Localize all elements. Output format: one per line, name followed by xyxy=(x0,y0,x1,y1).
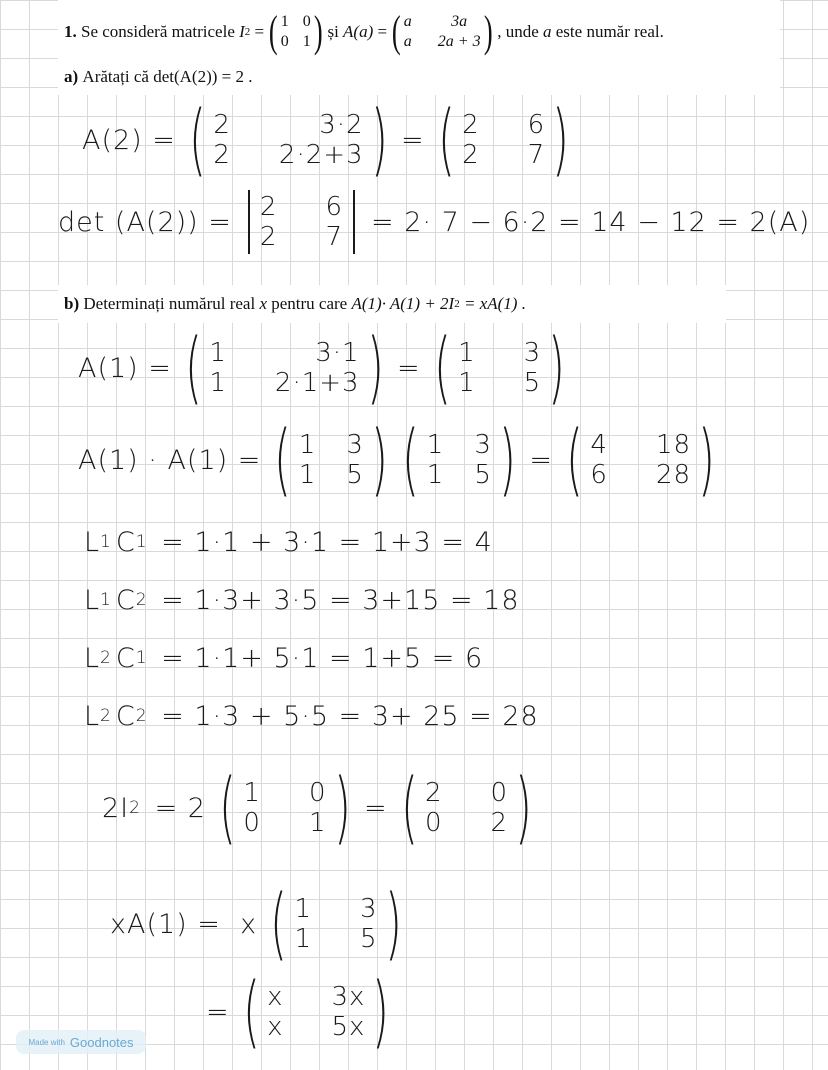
matrix-a1-right: ( 1 3 1 5 ) xyxy=(402,415,517,505)
identity-matrix: ( 1 0 0 1 ) xyxy=(269,7,323,56)
matrix-a1-left: ( 1 3 1 5 ) xyxy=(274,415,389,505)
handwritten-b-line2: A(1) · A(1) = ( 1 3 1 5 ) ( 1 3 1 5 ) = ( 4 18 6 28 ) xyxy=(78,420,728,500)
matrix-a1-squared: ( 4 18 6 28 ) xyxy=(566,415,716,505)
problem-statement-box xyxy=(58,0,780,95)
handwritten-a-line1: A(2) = ( 2 3·2 2 2·2+3 ) = ( 2 6 2 7 ) xyxy=(82,100,583,180)
goodnotes-watermark: Made with Goodnotes xyxy=(16,1030,146,1054)
matrix-a1-times-x: ( 1 3 1 5 ) xyxy=(270,879,402,969)
handwritten-xa1: xA(1) = x ( 1 3 1 5 ) xyxy=(110,884,415,964)
part-a-question: a) Arătați că det(A(2)) = 2 . xyxy=(64,67,253,86)
problem-number: 1. xyxy=(64,22,77,41)
product-l2c2: L 2 C 2 = 1·3 + 5·5 = 3+ 25 = 28 xyxy=(84,700,539,732)
handwritten-b-line1: A(1) = ( 1 3·1 1 2·1+3 ) = ( 1 3 1 5 ) xyxy=(78,328,579,408)
problem-intro-line: 1. Se consideră matricele I 2 = ( 1 0 0 1 ) și A(a) = ( a 3a a 2a + 3 ) , unde a este număr real. xyxy=(64,7,664,56)
matrix-a2-result: ( 2 6 2 7 ) xyxy=(437,95,570,185)
part-b-question: b) Determinați numărul real x pentru care A(1)· A(1) + 2I 2 = xA(1) . xyxy=(64,294,526,313)
product-l1c1: L 1 C 1 = 1·1 + 3·1 = 1+3 = 4 xyxy=(84,526,493,558)
matrix-2i2-result: ( 2 0 0 2 ) xyxy=(400,763,533,853)
a-matrix-label: A(a) xyxy=(343,22,374,41)
matrix-a1-expanded: ( 1 3·1 1 2·1+3 ) xyxy=(184,323,384,413)
handwritten-a-line2: det (A(2)) = 2 6 2 7 = 2· 7 − 6·2 = 14 − 12 = 2(A) xyxy=(58,192,811,252)
part-b-question-box xyxy=(58,285,726,323)
problem-intro: Se consideră matricele xyxy=(81,22,235,41)
and-word: și xyxy=(327,22,339,41)
handwritten-2i2: 2I 2 = 2 ( 1 0 0 1 ) = ( 2 0 0 2 ) xyxy=(102,768,546,848)
product-l1c2: L 1 C 2 = 1·3+ 3·5 = 3+15 = 18 xyxy=(84,584,520,616)
matrix-a1-result: ( 1 3 1 5 ) xyxy=(433,323,566,413)
product-l2c1: L 2 C 1 = 1·1+ 5·1 = 1+5 = 6 xyxy=(84,642,484,674)
handwritten-xa1-result: = ( x 3x x 5x ) xyxy=(206,972,403,1052)
a-matrix: ( a 3a a 2a + 3 ) xyxy=(392,7,493,56)
identity-matrix-handwritten: ( 1 0 0 1 ) xyxy=(219,763,351,853)
i2-label: I xyxy=(239,22,245,41)
matrix-a2-expanded: ( 2 3·2 2 2·2+3 ) xyxy=(188,95,388,185)
matrix-xa1-result: ( x 3x x 5x ) xyxy=(242,967,390,1057)
determinant-a2: 2 6 2 7 xyxy=(238,190,365,254)
